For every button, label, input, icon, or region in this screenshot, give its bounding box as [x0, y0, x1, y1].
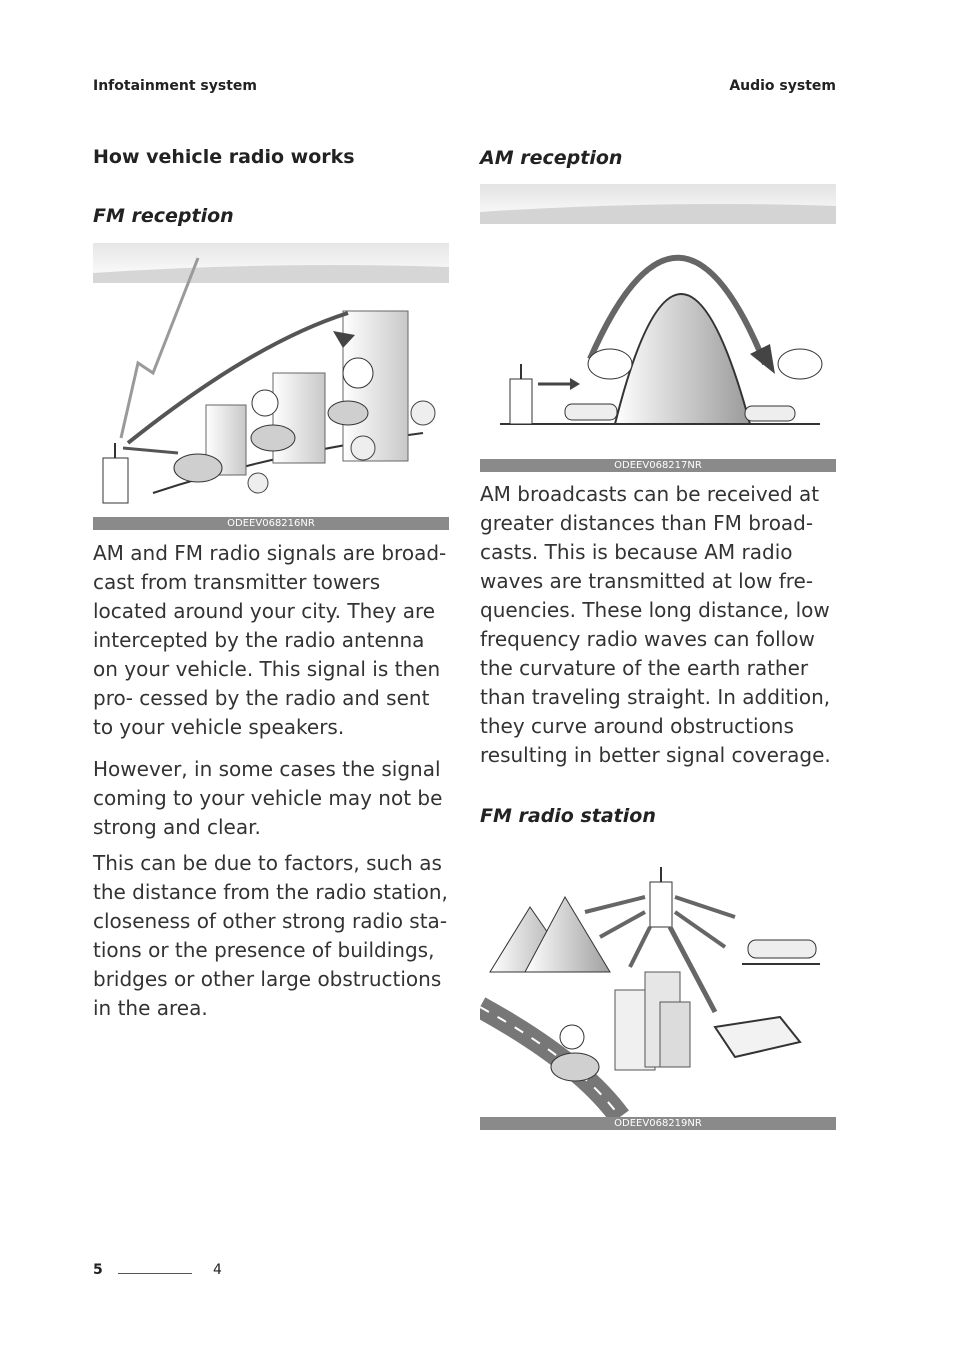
figure-caption: ODEEV068219NR — [480, 1117, 836, 1130]
section-title: How vehicle radio works — [93, 146, 355, 168]
fm-paragraph-2: However, in some cases the signal coming to your vehicle may not be strong and clear. — [93, 757, 443, 839]
figure-caption: ODEEV068217NR — [480, 459, 836, 472]
chapter-number: 5 — [93, 1262, 103, 1278]
running-header-right: Audio system — [729, 78, 836, 94]
fm-reception-heading: FM reception — [93, 205, 234, 227]
footer-divider — [118, 1273, 192, 1274]
running-header-left: Infotainment system — [93, 78, 257, 94]
page-number: 4 — [213, 1262, 222, 1278]
am-reception-heading: AM reception — [480, 147, 623, 169]
fm-paragraph-3: This can be due to factors, such as the distance from the radio station, closeness of other strong radio sta‑ tions or the presence of buildings, bridges or other large obstructions in the area. — [93, 851, 448, 1020]
fm-radio-station-heading: FM radio station — [480, 805, 656, 827]
figure-caption: ODEEV068216NR — [93, 517, 449, 530]
fm-paragraph-1: AM and FM radio signals are broad‑ cast from transmitter towers located around your city. They are intercepted by the radio antenna on your vehicle. This signal is then pro‑ cessed by the radio and sent to your vehicle speakers. — [93, 541, 447, 739]
fm-reception-illustration — [93, 243, 449, 530]
am-paragraph: AM broadcasts can be received at greater distances than FM broad‑ casts. This is because AM radio waves are transmitted at low fre‑ quencies. These long distance, low frequency radio waves can follow the curvature of the earth rather than traveling straight. In addition, they curve around obstructions resulting in better signal coverage. — [480, 482, 831, 767]
fm-radio-station-illustration — [480, 842, 836, 1130]
am-reception-illustration — [480, 184, 836, 472]
